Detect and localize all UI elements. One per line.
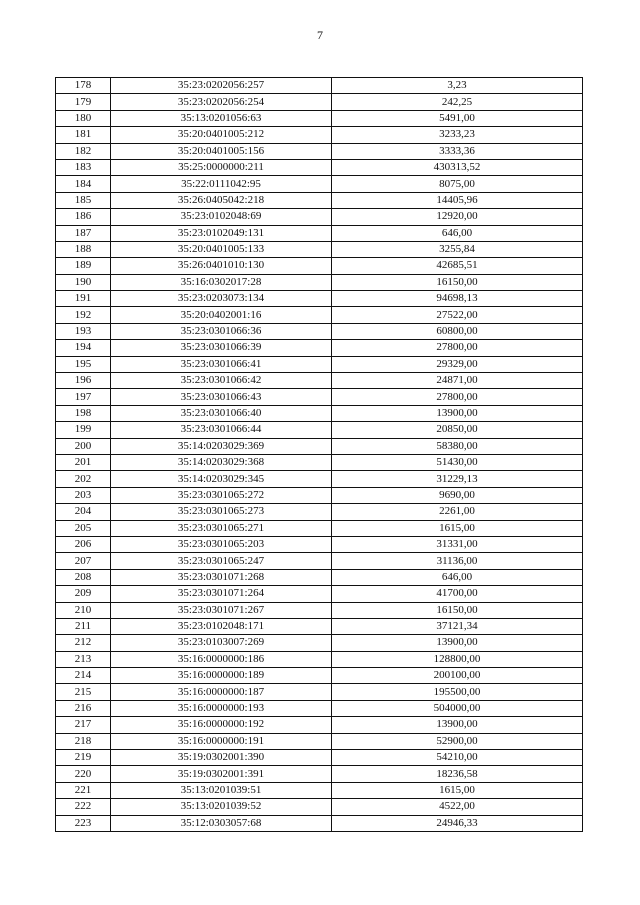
table-row: [56, 586, 583, 602]
cadastral-number-cell: 35:16:0000000:189: [111, 668, 332, 684]
row-number-cell: 182: [56, 143, 111, 159]
table-row: [56, 159, 583, 175]
value-cell: 27800,00: [332, 389, 583, 405]
cadastral-number-cell: 35:26:0405042:218: [111, 192, 332, 208]
cadastral-number-cell: 35:14:0203029:345: [111, 471, 332, 487]
cadastral-number-cell: 35:20:0401005:133: [111, 241, 332, 257]
value-cell: 13900,00: [332, 635, 583, 651]
cadastral-number-cell: 35:19:0302001:391: [111, 766, 332, 782]
row-number-cell: 191: [56, 291, 111, 307]
row-number-cell: 219: [56, 750, 111, 766]
row-number-cell: 186: [56, 209, 111, 225]
cadastral-number-cell: 35:16:0000000:186: [111, 651, 332, 667]
cadastral-number-cell: 35:16:0000000:187: [111, 684, 332, 700]
value-cell: 5491,00: [332, 110, 583, 126]
value-cell: 13900,00: [332, 405, 583, 421]
row-number-cell: 195: [56, 356, 111, 372]
cadastral-number-cell: 35:23:0102048:69: [111, 209, 332, 225]
table-row: [56, 750, 583, 766]
cadastral-number-cell: 35:16:0302017:28: [111, 274, 332, 290]
cadastral-table-body: [56, 78, 583, 832]
table-row: [56, 618, 583, 634]
row-number-cell: 199: [56, 422, 111, 438]
row-number-cell: 201: [56, 454, 111, 470]
row-number-cell: 197: [56, 389, 111, 405]
cadastral-number-cell: 35:23:0103007:269: [111, 635, 332, 651]
row-number-cell: 203: [56, 487, 111, 503]
table-row: [56, 569, 583, 585]
cadastral-number-cell: 35:23:0202056:254: [111, 94, 332, 110]
value-cell: 60800,00: [332, 323, 583, 339]
table-row: [56, 454, 583, 470]
value-cell: 31136,00: [332, 553, 583, 569]
value-cell: 3233,23: [332, 127, 583, 143]
table-row: [56, 815, 583, 831]
value-cell: 16150,00: [332, 602, 583, 618]
table-row: [56, 487, 583, 503]
value-cell: 3333,36: [332, 143, 583, 159]
table-row: [56, 209, 583, 225]
table-row: [56, 291, 583, 307]
table-row: [56, 127, 583, 143]
value-cell: 242,25: [332, 94, 583, 110]
value-cell: 20850,00: [332, 422, 583, 438]
value-cell: 12920,00: [332, 209, 583, 225]
cadastral-number-cell: 35:23:0301066:44: [111, 422, 332, 438]
value-cell: 31229,13: [332, 471, 583, 487]
cadastral-number-cell: 35:23:0203073:134: [111, 291, 332, 307]
table-row: [56, 684, 583, 700]
value-cell: 18236,58: [332, 766, 583, 782]
row-number-cell: 178: [56, 78, 111, 94]
cadastral-number-cell: 35:23:0301066:36: [111, 323, 332, 339]
table-row: [56, 373, 583, 389]
row-number-cell: 215: [56, 684, 111, 700]
cadastral-number-cell: 35:23:0301071:264: [111, 586, 332, 602]
row-number-cell: 202: [56, 471, 111, 487]
cadastral-number-cell: 35:23:0301065:271: [111, 520, 332, 536]
page-number: 7: [317, 28, 323, 42]
cadastral-number-cell: 35:23:0102048:171: [111, 618, 332, 634]
cadastral-number-cell: 35:13:0201039:52: [111, 799, 332, 815]
value-cell: 646,00: [332, 225, 583, 241]
row-number-cell: 221: [56, 782, 111, 798]
table-row: [56, 520, 583, 536]
cadastral-number-cell: 35:23:0301066:40: [111, 405, 332, 421]
value-cell: 4522,00: [332, 799, 583, 815]
row-number-cell: 207: [56, 553, 111, 569]
table-row: [56, 176, 583, 192]
row-number-cell: 188: [56, 241, 111, 257]
cadastral-number-cell: 35:16:0000000:191: [111, 733, 332, 749]
row-number-cell: 217: [56, 717, 111, 733]
value-cell: 504000,00: [332, 700, 583, 716]
cadastral-number-cell: 35:23:0301071:267: [111, 602, 332, 618]
row-number-cell: 205: [56, 520, 111, 536]
value-cell: 430313,52: [332, 159, 583, 175]
table-row: [56, 438, 583, 454]
value-cell: 24871,00: [332, 373, 583, 389]
cadastral-number-cell: 35:19:0302001:390: [111, 750, 332, 766]
table-row: [56, 553, 583, 569]
row-number-cell: 194: [56, 340, 111, 356]
table-row: [56, 143, 583, 159]
table-row: [56, 799, 583, 815]
table-row: [56, 94, 583, 110]
row-number-cell: 216: [56, 700, 111, 716]
table-row: [56, 405, 583, 421]
table-row: [56, 340, 583, 356]
row-number-cell: 196: [56, 373, 111, 389]
row-number-cell: 189: [56, 258, 111, 274]
row-number-cell: 206: [56, 536, 111, 552]
value-cell: 16150,00: [332, 274, 583, 290]
cadastral-number-cell: 35:23:0301065:203: [111, 536, 332, 552]
value-cell: 52900,00: [332, 733, 583, 749]
cadastral-table: [55, 77, 583, 832]
cadastral-number-cell: 35:12:0303057:68: [111, 815, 332, 831]
cadastral-number-cell: 35:23:0301066:42: [111, 373, 332, 389]
table-row: [56, 717, 583, 733]
row-number-cell: 190: [56, 274, 111, 290]
value-cell: 54210,00: [332, 750, 583, 766]
value-cell: 1615,00: [332, 782, 583, 798]
table-row: [56, 471, 583, 487]
cadastral-number-cell: 35:13:0201039:51: [111, 782, 332, 798]
cadastral-number-cell: 35:25:0000000:211: [111, 159, 332, 175]
table-row: [56, 668, 583, 684]
table-row: [56, 389, 583, 405]
value-cell: 27800,00: [332, 340, 583, 356]
cadastral-number-cell: 35:23:0301065:273: [111, 504, 332, 520]
value-cell: 3,23: [332, 78, 583, 94]
row-number-cell: 192: [56, 307, 111, 323]
cadastral-number-cell: 35:16:0000000:192: [111, 717, 332, 733]
row-number-cell: 200: [56, 438, 111, 454]
value-cell: 2261,00: [332, 504, 583, 520]
cadastral-number-cell: 35:14:0203029:368: [111, 454, 332, 470]
table-row: [56, 635, 583, 651]
cadastral-number-cell: 35:13:0201056:63: [111, 110, 332, 126]
row-number-cell: 209: [56, 586, 111, 602]
value-cell: 37121,34: [332, 618, 583, 634]
row-number-cell: 208: [56, 569, 111, 585]
table-row: [56, 766, 583, 782]
value-cell: 8075,00: [332, 176, 583, 192]
row-number-cell: 213: [56, 651, 111, 667]
table-row: [56, 323, 583, 339]
value-cell: 9690,00: [332, 487, 583, 503]
value-cell: 14405,96: [332, 192, 583, 208]
value-cell: 13900,00: [332, 717, 583, 733]
value-cell: 1615,00: [332, 520, 583, 536]
value-cell: 646,00: [332, 569, 583, 585]
table-row: [56, 192, 583, 208]
table-row: [56, 733, 583, 749]
row-number-cell: 187: [56, 225, 111, 241]
value-cell: 41700,00: [332, 586, 583, 602]
table-row: [56, 602, 583, 618]
table-row: [56, 241, 583, 257]
table-row: [56, 700, 583, 716]
table-row: [56, 782, 583, 798]
value-cell: 31331,00: [332, 536, 583, 552]
row-number-cell: 181: [56, 127, 111, 143]
row-number-cell: 198: [56, 405, 111, 421]
cadastral-number-cell: 35:16:0000000:193: [111, 700, 332, 716]
table-row: [56, 225, 583, 241]
value-cell: 200100,00: [332, 668, 583, 684]
table-row: [56, 651, 583, 667]
row-number-cell: 211: [56, 618, 111, 634]
row-number-cell: 223: [56, 815, 111, 831]
table-row: [56, 504, 583, 520]
row-number-cell: 193: [56, 323, 111, 339]
row-number-cell: 210: [56, 602, 111, 618]
cadastral-number-cell: 35:23:0202056:257: [111, 78, 332, 94]
cadastral-number-cell: 35:23:0102049:131: [111, 225, 332, 241]
row-number-cell: 185: [56, 192, 111, 208]
table-row: [56, 422, 583, 438]
row-number-cell: 204: [56, 504, 111, 520]
row-number-cell: 184: [56, 176, 111, 192]
value-cell: 195500,00: [332, 684, 583, 700]
cadastral-number-cell: 35:23:0301066:39: [111, 340, 332, 356]
value-cell: 58380,00: [332, 438, 583, 454]
value-cell: 27522,00: [332, 307, 583, 323]
row-number-cell: 214: [56, 668, 111, 684]
table-row: [56, 258, 583, 274]
cadastral-number-cell: 35:23:0301066:41: [111, 356, 332, 372]
cadastral-number-cell: 35:23:0301066:43: [111, 389, 332, 405]
table-row: [56, 110, 583, 126]
row-number-cell: 179: [56, 94, 111, 110]
value-cell: 51430,00: [332, 454, 583, 470]
cadastral-number-cell: 35:23:0301065:247: [111, 553, 332, 569]
row-number-cell: 222: [56, 799, 111, 815]
cadastral-number-cell: 35:14:0203029:369: [111, 438, 332, 454]
value-cell: 94698,13: [332, 291, 583, 307]
table-row: [56, 536, 583, 552]
table-row: [56, 78, 583, 94]
row-number-cell: 220: [56, 766, 111, 782]
cadastral-number-cell: 35:20:0401005:212: [111, 127, 332, 143]
row-number-cell: 218: [56, 733, 111, 749]
value-cell: 29329,00: [332, 356, 583, 372]
table-row: [56, 274, 583, 290]
cadastral-number-cell: 35:23:0301065:272: [111, 487, 332, 503]
cadastral-number-cell: 35:22:0111042:95: [111, 176, 332, 192]
cadastral-number-cell: 35:20:0401005:156: [111, 143, 332, 159]
value-cell: 3255,84: [332, 241, 583, 257]
table-row: [56, 356, 583, 372]
value-cell: 42685,51: [332, 258, 583, 274]
value-cell: 24946,33: [332, 815, 583, 831]
cadastral-number-cell: 35:23:0301071:268: [111, 569, 332, 585]
row-number-cell: 183: [56, 159, 111, 175]
cadastral-number-cell: 35:26:0401010:130: [111, 258, 332, 274]
value-cell: 128800,00: [332, 651, 583, 667]
table-row: [56, 307, 583, 323]
row-number-cell: 180: [56, 110, 111, 126]
cadastral-number-cell: 35:20:0402001:16: [111, 307, 332, 323]
row-number-cell: 212: [56, 635, 111, 651]
